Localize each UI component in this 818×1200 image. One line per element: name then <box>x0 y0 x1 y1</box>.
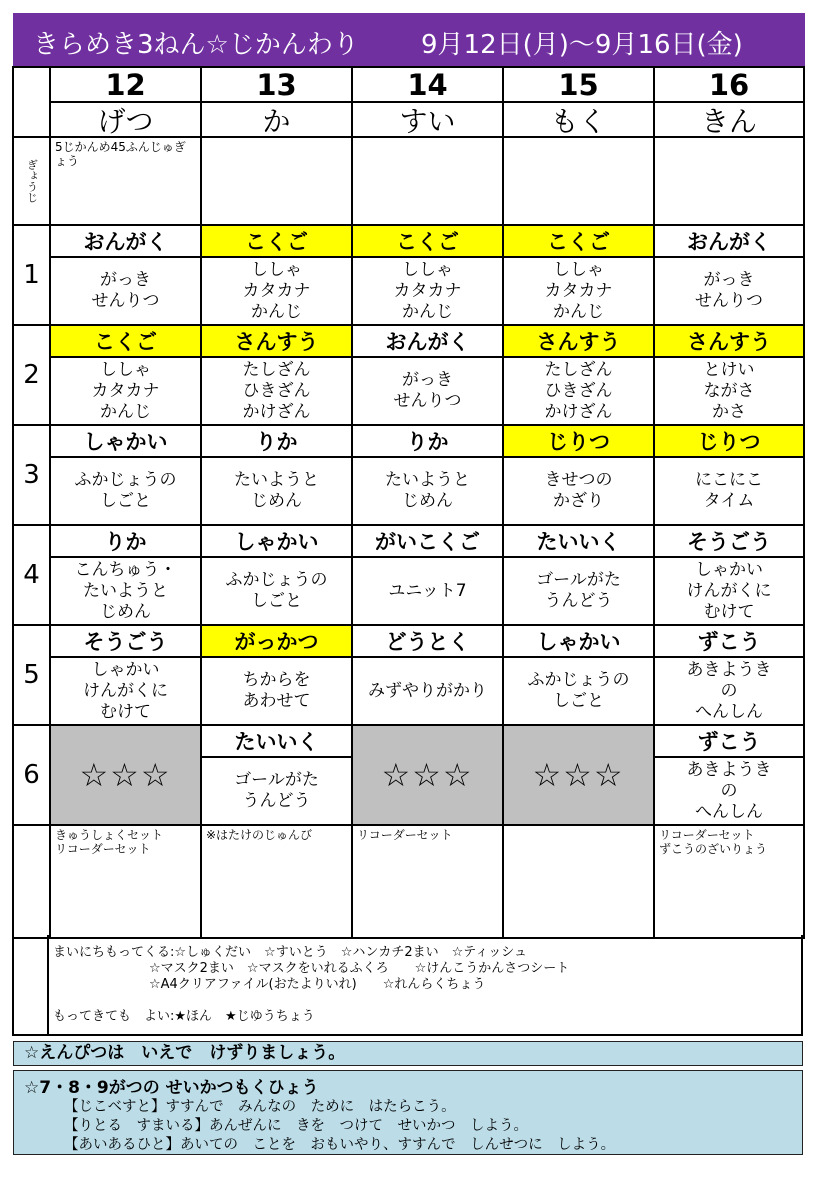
event-note <box>655 138 805 226</box>
day-number: 14 <box>353 68 504 103</box>
gyouji-label-cell <box>14 138 51 226</box>
subject-label: ずこう <box>655 626 805 658</box>
page-title: きらめき3ねん☆じかんわり <box>33 30 359 60</box>
lesson-content: きせつの かざり <box>504 458 655 526</box>
belongings-left-cell <box>12 935 49 1036</box>
free-period-stars: ☆☆☆ <box>51 726 202 826</box>
subject-label: おんがく <box>353 326 504 358</box>
lesson-content: がっき せんりつ <box>51 258 202 326</box>
lesson-content: がっき せんりつ <box>353 358 504 426</box>
belongings-line-1: まいにちもってくる:☆しゅくだい ☆すいとう ☆ハンカチ2まい ☆ティッシュ <box>53 945 527 960</box>
lesson-content: しゃかい けんがくに むけて <box>655 558 805 626</box>
subject-label: じりつ <box>655 426 805 458</box>
subject-label: さんすう <box>504 326 655 358</box>
belongings-line-4: もってきても よい:★ほん ★じゆうちょう <box>53 1009 315 1024</box>
day-name: すい <box>353 103 504 138</box>
life-goal-row: 【じこベすと】すすんで みんなの ために はたらこう。 <box>64 1099 456 1115</box>
life-goals-heading: ☆7・8・9がつの せいかつもくひょう <box>24 1078 319 1098</box>
bring-items-note: リコーダーセット <box>353 826 504 939</box>
subject-label: こくご <box>51 326 202 358</box>
subject-label: じりつ <box>504 426 655 458</box>
subject-label: たいいく <box>202 726 353 758</box>
subject-label: りか <box>353 426 504 458</box>
subject-label: ずこう <box>655 726 805 758</box>
free-period-stars: ☆☆☆ <box>353 726 504 826</box>
event-note: 5じかんめ45ふんじゅぎょう <box>51 138 202 226</box>
period-number: 2 <box>14 326 51 426</box>
lesson-content: ちからを あわせて <box>202 658 353 726</box>
subject-label: しゃかい <box>504 626 655 658</box>
lesson-content: ししゃ カタカナ かんじ <box>353 258 504 326</box>
page-header <box>13 13 805 66</box>
subject-label: そうごう <box>51 626 202 658</box>
bring-left-cell <box>14 826 51 939</box>
day-number: 15 <box>504 68 655 103</box>
date-range: 9月12日(月)〜9月16日(金) <box>421 30 743 60</box>
subject-label: りか <box>51 526 202 558</box>
bring-items-note <box>504 826 655 939</box>
day-name: もく <box>504 103 655 138</box>
bring-items-note: リコーダーセット ずこうのざいりょう <box>655 826 805 939</box>
subject-label: おんがく <box>655 226 805 258</box>
lesson-content: がっき せんりつ <box>655 258 805 326</box>
lesson-content: ふかじょうの しごと <box>504 658 655 726</box>
lesson-content: ししゃ カタカナ かんじ <box>202 258 353 326</box>
belongings-line-3: ☆A4クリアファイル(おたよりいれ) ☆れんらくちょう <box>149 977 486 992</box>
lesson-content: しゃかい けんがくに むけて <box>51 658 202 726</box>
period-number: 3 <box>14 426 51 526</box>
subject-label: がいこくご <box>353 526 504 558</box>
lesson-content: みずやりがかり <box>353 658 504 726</box>
gyouji-label: ぎょうじ <box>25 159 39 203</box>
lesson-content: にこにこ タイム <box>655 458 805 526</box>
subject-label: りか <box>202 426 353 458</box>
timetable-grid <box>12 66 805 939</box>
subject-label: さんすう <box>202 326 353 358</box>
lesson-content: ふかじょうの しごと <box>51 458 202 526</box>
lesson-content: こんちゅう・ たいようと じめん <box>51 558 202 626</box>
day-number: 13 <box>202 68 353 103</box>
day-name: きん <box>655 103 805 138</box>
subject-label: こくご <box>202 226 353 258</box>
bring-items-note: ※はたけのじゅんび <box>202 826 353 939</box>
lesson-content: ゴールがた うんどう <box>202 758 353 826</box>
day-number: 16 <box>655 68 805 103</box>
subject-label: しゃかい <box>202 526 353 558</box>
lesson-content: あきようき の へんしん <box>655 658 805 726</box>
lesson-content: ししゃ カタカナ かんじ <box>504 258 655 326</box>
subject-label: どうとく <box>353 626 504 658</box>
bring-items-note: きゅうしょくセット リコーダーセット <box>51 826 202 939</box>
subject-label: こくご <box>504 226 655 258</box>
lesson-content: とけい ながさ かさ <box>655 358 805 426</box>
subject-label: さんすう <box>655 326 805 358</box>
subject-label: こくご <box>353 226 504 258</box>
day-number: 12 <box>51 68 202 103</box>
life-goal-row: 【りとる すまいる】あんぜんに きを つけて せいかつ しよう。 <box>64 1118 528 1134</box>
period-number: 1 <box>14 226 51 326</box>
event-note <box>353 138 504 226</box>
lesson-content: たしざん ひきざん かけざん <box>202 358 353 426</box>
period-number: 5 <box>14 626 51 726</box>
lesson-content: ししゃ カタカナ かんじ <box>51 358 202 426</box>
subject-label: しゃかい <box>51 426 202 458</box>
lesson-content: ゴールがた うんどう <box>504 558 655 626</box>
lesson-content: あきようき の へんしん <box>655 758 805 826</box>
day-name: げつ <box>51 103 202 138</box>
life-goals-box <box>13 1070 803 1155</box>
lesson-content: ふかじょうの しごと <box>202 558 353 626</box>
pencil-notice: ☆えんぴつは いえで けずりましょう。 <box>13 1041 803 1066</box>
lesson-content: たいようと じめん <box>353 458 504 526</box>
subject-label: そうごう <box>655 526 805 558</box>
life-goal-row: 【あいあるひと】あいての ことを おもいやり、すすんで しんせつに しよう。 <box>64 1137 616 1153</box>
lesson-content: ユニット7 <box>353 558 504 626</box>
corner-cell <box>14 68 51 138</box>
belongings-box <box>49 935 803 1036</box>
event-note <box>504 138 655 226</box>
event-note <box>202 138 353 226</box>
lesson-content: たしざん ひきざん かけざん <box>504 358 655 426</box>
period-number: 6 <box>14 726 51 826</box>
free-period-stars: ☆☆☆ <box>504 726 655 826</box>
belongings-line-2: ☆マスク2まい ☆マスクをいれるふくろ ☆けんこうかんさつシート <box>149 961 570 976</box>
subject-label: たいいく <box>504 526 655 558</box>
day-name: か <box>202 103 353 138</box>
lesson-content: たいようと じめん <box>202 458 353 526</box>
subject-label: おんがく <box>51 226 202 258</box>
subject-label: がっかつ <box>202 626 353 658</box>
period-number: 4 <box>14 526 51 626</box>
